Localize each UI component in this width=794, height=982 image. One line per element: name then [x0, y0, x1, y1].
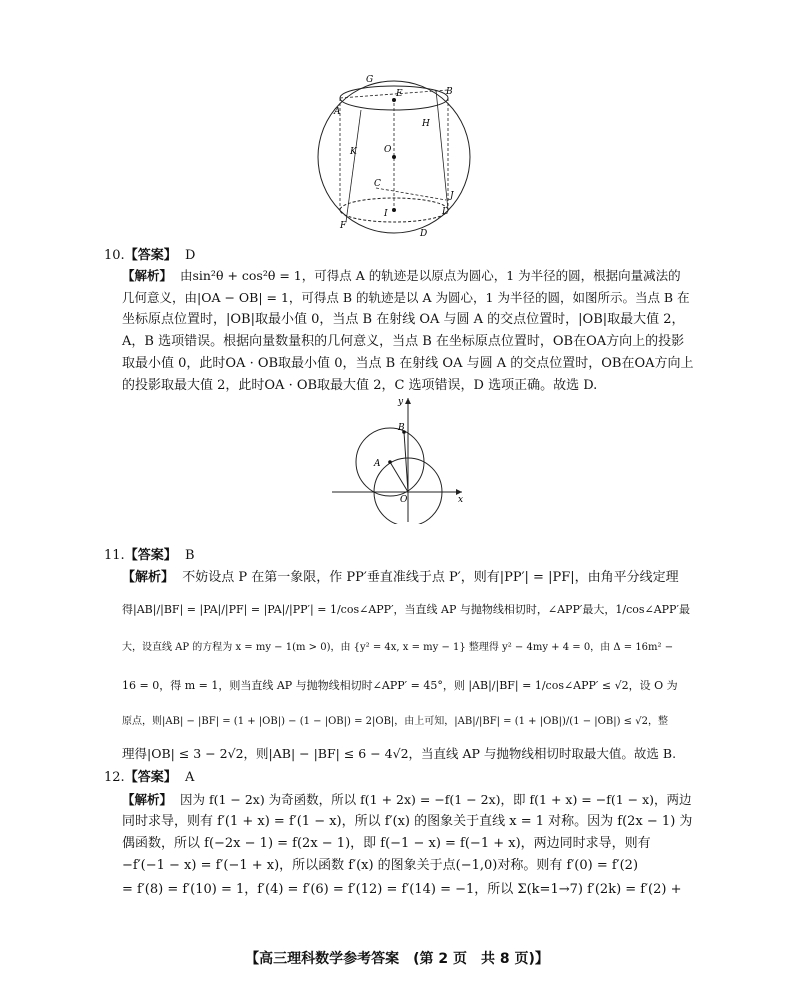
- fig2-label-y: y: [398, 397, 404, 407]
- fig1-label-L: L: [442, 207, 448, 217]
- q11-analysis-line-2: [122, 600, 694, 620]
- q12-number: 12.: [104, 770, 125, 785]
- q10-analysis-line-1: [122, 266, 694, 286]
- q12-text-3: 偶函数，所以 f(−2x − 1) = f(2x − 1)，即 f(−1 − x) = f(−1 + x)，两边同时求导，则有: [122, 836, 651, 851]
- q12-analysis-label: 【解析】: [122, 792, 173, 807]
- q10-answer-label: 【答案】: [124, 248, 177, 263]
- q11-number: 11.: [104, 548, 125, 563]
- fig1-label-B: B: [446, 87, 453, 97]
- fig1-label-J: J: [450, 191, 454, 201]
- fig2-label-A: A: [374, 459, 381, 469]
- circles-coordinate-figure: [328, 394, 468, 524]
- q12-analysis-line-4: [122, 856, 694, 876]
- page-footer: 【高三理科数学参考答案 (第 2 页 共 8 页)】: [245, 951, 549, 967]
- fig1-label-D: D: [420, 229, 428, 239]
- q10-analysis-line-2: [122, 288, 694, 308]
- q10-number: 10.: [104, 248, 125, 263]
- fig1-label-F: F: [340, 221, 347, 231]
- fig1-label-I: I: [384, 209, 388, 219]
- fig1-label-A: A: [334, 107, 341, 117]
- fig1-label-G: G: [366, 75, 374, 85]
- q11-answer-line: [104, 546, 694, 566]
- q12-answer-label: 【答案】: [124, 770, 177, 785]
- q11-text-2: 得|AB|/|BF| = |PA|/|PF| = |PA|/|PP′| = 1/cos∠APP′，当直线 AP 与抛物线相切时，∠APP′最大，1/cos∠APP′最: [122, 603, 690, 616]
- q11-text-4: 16 = 0，得 m = 1，则当直线 AP 与抛物线相切时∠APP′ = 45°，则 |AB|/|BF| = 1/cos∠APP′ ≤ √2，设 O 为: [122, 679, 678, 692]
- fig2-label-O: O: [400, 495, 408, 505]
- q11-analysis-line-4: [122, 676, 694, 696]
- q11-text-6: 理得|OB| ≤ 3 − 2√2，则|AB| − |BF| ≤ 6 − 4√2，当直线 AP 与抛物线相切时取最大值。故选 B.: [122, 746, 677, 761]
- q10-analysis-label: 【解析】: [122, 268, 173, 283]
- q10-text-5: 取最小值 0，此时OA · OB取最小值 0，当点 B 在射线 OA 与圆 A 的交点位置时，OB在OA方向上: [122, 356, 694, 371]
- fig1-label-H: H: [422, 119, 430, 129]
- q11-text-5: 原点，则|AB| − |BF| = (1 + |OB|) − (1 − |OB|) = 2|OB|，由上可知，|AB|/|BF| = (1 + |OB|)/(1 − |OB|) ≤ √2，整: [122, 716, 668, 727]
- q11-analysis-line-6: [122, 744, 694, 764]
- fig1-label-O: O: [384, 145, 392, 155]
- q12-text-4: −f′(−1 − x) = f′(−1 + x)，所以函数 f′(x) 的图象关于点(−1,0)对称。则有 f′(0) = f′(2): [122, 858, 639, 873]
- q10-answer: D: [184, 248, 196, 263]
- q10-analysis-line-3: [122, 310, 694, 330]
- fig2-label-x: x: [458, 495, 464, 505]
- q12-analysis-line-3: [122, 834, 694, 854]
- q10-text-4: A，B 选项错误。根据向量数量积的几何意义，当点 B 在坐标原点位置时，OB在OA方向上的投影: [122, 334, 685, 349]
- q10-analysis-line-4: [122, 332, 694, 352]
- q11-analysis-label: 【解析】: [122, 570, 175, 585]
- q10-text-3: 坐标原点位置时，|OB|取最小值 0，当点 B 在射线 OA 与圆 A 的交点位置时，|OB|取最大值 2，: [122, 312, 685, 327]
- q10-text-1: 由sin²θ + cos²θ = 1，可得点 A 的轨迹是以原点为圆心，1 为半径的圆，根据向量减法的: [179, 268, 681, 283]
- fig1-label-K: K: [350, 147, 357, 157]
- q12-answer-line: [104, 768, 694, 788]
- q11-analysis-line-3: [122, 638, 694, 658]
- q12-text-2: 同时求导，则有 f′(1 + x) = f′(1 − x)，所以 f′(x) 的图象关于直线 x = 1 对称。因为 f(2x − 1) 为: [122, 814, 693, 829]
- q11-text-3: 大，设直线 AP 的方程为 x = my − 1(m > 0)，由 {y² = 4x, x = my − 1} 整理得 y² − 4my + 4 = 0，由 Δ = 16m² −: [122, 642, 674, 653]
- q10-answer-line: [104, 246, 694, 266]
- q11-answer-label: 【答案】: [124, 548, 177, 563]
- q10-analysis-line-5: [122, 354, 694, 374]
- fig1-label-C: C: [374, 179, 381, 189]
- q12-analysis-line-2: [122, 812, 694, 832]
- q12-answer: A: [184, 770, 195, 785]
- sphere-frustum-figure: [316, 70, 476, 242]
- q12-analysis-line-5: [122, 880, 694, 900]
- q11-text-1: 不妨设点 P 在第一象限，作 PP′垂直准线于点 P′，则有|PP′| = |PF|，由角平分线定理: [182, 570, 679, 585]
- q11-analysis-line-5: [122, 712, 694, 732]
- q11-analysis-line-1: [122, 568, 694, 588]
- q12-analysis-line-1: [122, 790, 694, 810]
- q10-text-2: 几何意义，由|OA − OB| = 1，可得点 B 的轨迹是以 A 为圆心，1 为半径的圆，如图所示。当点 B 在: [122, 290, 690, 305]
- fig2-label-B: B: [398, 423, 405, 433]
- q12-text-1: 因为 f(1 − 2x) 为奇函数，所以 f(1 + 2x) = −f(1 − 2x)，即 f(1 + x) = −f(1 − x)，两边: [179, 792, 692, 807]
- q11-answer: B: [184, 548, 195, 563]
- fig1-label-E: E: [396, 89, 403, 99]
- q10-analysis-line-6: [122, 376, 694, 396]
- q12-text-5: = f′(8) = f′(10) = 1，f′(4) = f′(6) = f′(12) = f′(14) = −1，所以 Σ(k=1→7) f′(2k) = f′(2) +: [122, 882, 682, 897]
- q10-text-6: 的投影取最大值 2，此时OA · OB取最大值 2，C 选项错误，D 选项正确。故选 D.: [122, 378, 598, 393]
